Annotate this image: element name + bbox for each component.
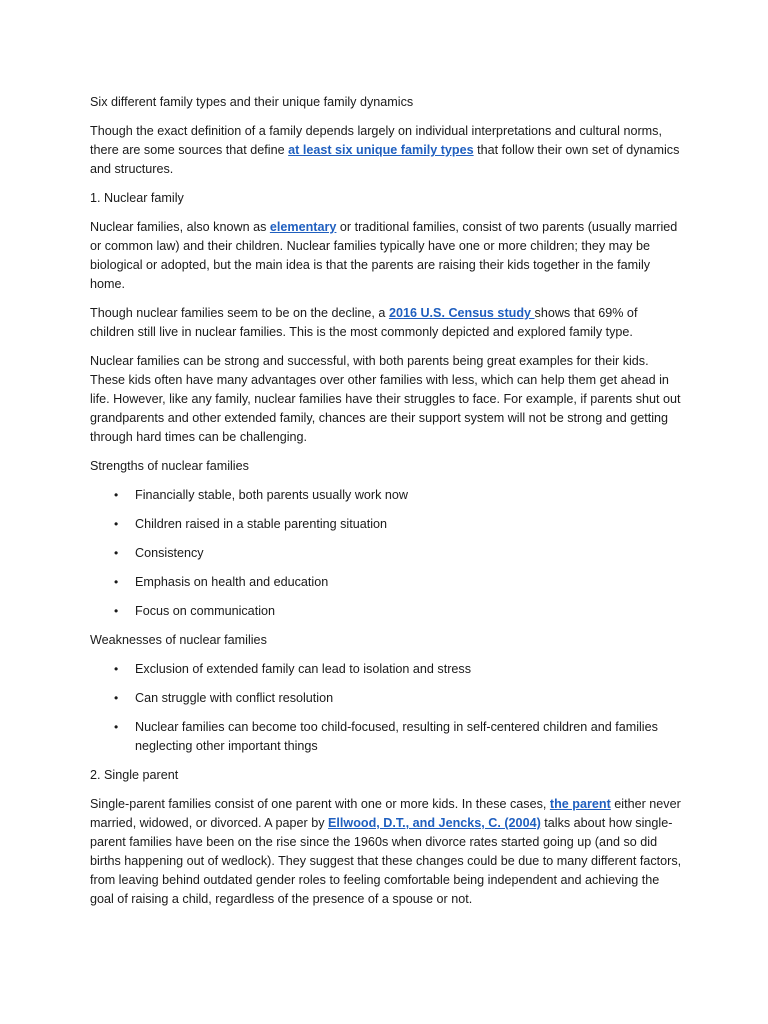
elementary-link[interactable]: elementary <box>269 220 337 234</box>
strengths-heading: Strengths of nuclear families <box>90 459 249 473</box>
intro-text-after: that follow their own set of dynamics and structures. <box>90 143 680 176</box>
nuclear-p2-before: Though nuclear families seem to be on the decline, a <box>90 306 389 320</box>
bullet-icon: • <box>114 488 119 502</box>
list-item: • Can struggle with conflict resolution <box>90 689 682 708</box>
nuclear-p1-after: or traditional families, consist of two parents (usually married or common law) and their children. Nuclear families typically have one or more children; they may be biological or adopted, but the main idea is that the parents are raising their kids together in the family home. <box>90 220 678 291</box>
bullet-icon: • <box>114 720 119 734</box>
the-parent-link[interactable]: the parent <box>549 797 611 811</box>
list-item: • Financially stable, both parents usually work now <box>90 486 682 505</box>
single-parent-paragraph <box>90 795 682 909</box>
bullet-icon: • <box>114 546 119 560</box>
intro-paragraph <box>90 122 682 179</box>
section2-heading: 2. Single parent <box>90 768 179 782</box>
weaknesses-heading: Weaknesses of nuclear families <box>90 633 267 647</box>
document-page <box>90 93 682 919</box>
strengths-list <box>90 486 682 621</box>
list-item: • Nuclear families can become too child-focused, resulting in self-centered children and families neglecting other important things <box>114 720 658 753</box>
ellwood-jencks-link[interactable]: Ellwood, D.T., and Jencks, C. (2004) <box>328 816 541 830</box>
list-item: • Children raised in a stable parenting situation <box>90 515 682 534</box>
nuclear-p2-after: shows that 69% of children still live in nuclear families. This is the most commonly depicted and explored family type. <box>90 306 638 339</box>
bullet-icon: • <box>114 517 119 531</box>
section1-heading: 1. Nuclear family <box>90 191 184 205</box>
single-p1-before: Single-parent families consist of one parent with one or more kids. In these cases, <box>90 797 550 811</box>
document-title: Six different family types and their unique family dynamics <box>90 95 414 109</box>
single-p1-after: talks about how single-parent families have been on the rise since the 1960s when divorce rates started going up (and so did births happening out of wedlock). They suggest that these changes could be due to many different factors, from leaving behind outdated gender roles to feeling comfortable being independent and achieving the goal of raising a child, regardless of the presence of a spouse or not. <box>90 816 682 906</box>
bullet-icon: • <box>114 604 119 618</box>
list-item: • Consistency <box>90 544 682 563</box>
nuclear-paragraph-2 <box>90 304 682 342</box>
nuclear-paragraph-3: Nuclear families can be strong and successful, with both parents being great examples for their kids. These kids often have many advantages over other families with less, which can help them get ahead in life. However, like any family, nuclear families have their struggles to face. For example, if parents shut out grandparents and other extended family, chances are their support system will not be strong and getting through hard times can be challenging. <box>90 354 681 444</box>
list-item: • Focus on communication <box>90 602 682 621</box>
family-types-link[interactable]: at least six unique family types <box>288 143 474 157</box>
weaknesses-list <box>90 660 682 756</box>
bullet-icon: • <box>114 575 119 589</box>
bullet-icon: • <box>114 691 119 705</box>
bullet-icon: • <box>114 662 119 676</box>
nuclear-paragraph-1 <box>90 218 682 294</box>
intro-text-before: Though the exact definition of a family depends largely on individual interpretations and cultural norms, there are some sources that define <box>90 124 662 157</box>
nuclear-p1-before: Nuclear families, also known as <box>90 220 270 234</box>
census-study-link[interactable]: 2016 U.S. Census study <box>388 306 535 320</box>
single-p1-middle: either never married, widowed, or divorced. A paper by <box>90 797 681 830</box>
list-item: • Emphasis on health and education <box>90 573 682 592</box>
list-item: • Exclusion of extended family can lead to isolation and stress <box>90 660 682 679</box>
